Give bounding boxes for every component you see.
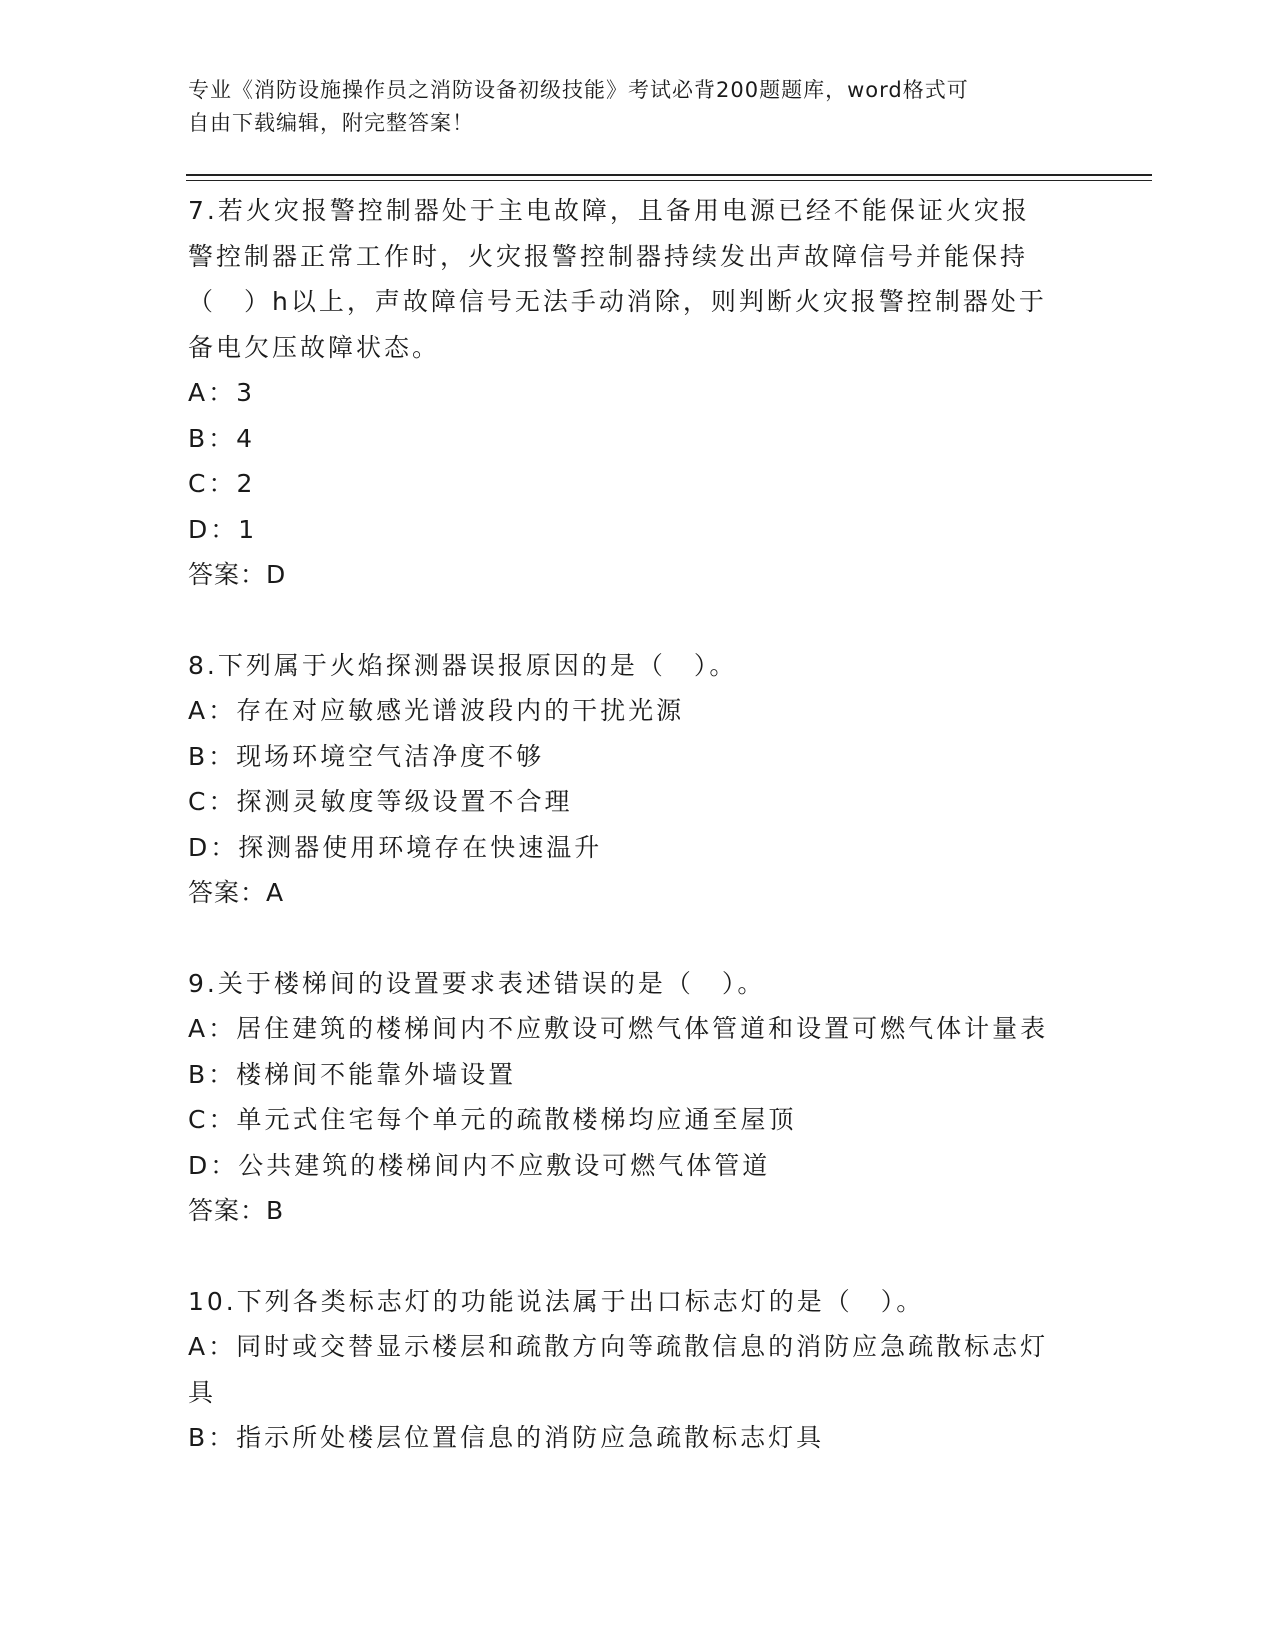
header-divider-thick — [186, 174, 1152, 176]
option-a: A：存在对应敏感光谱波段内的干扰光源 — [188, 696, 685, 725]
option-b: B：4 — [188, 423, 256, 453]
answer-line: 答案：D — [188, 560, 287, 589]
question-stem-line: 7.若火灾报警控制器处于主电故障，且备用电源已经不能保证火灾报 — [188, 196, 1030, 225]
header-line-2: 自由下载编辑，附完整答案！ — [188, 111, 474, 135]
question-8 — [188, 643, 1088, 916]
question-list — [188, 188, 1088, 1461]
option-a: A：居住建筑的楼梯间内不应敷设可燃气体管道和设置可燃气体计量表 — [188, 1014, 1049, 1043]
option-d: D：公共建筑的楼梯间内不应敷设可燃气体管道 — [188, 1150, 771, 1180]
header-divider-thin — [186, 180, 1152, 181]
answer-line: 答案：B — [188, 1196, 285, 1225]
question-10 — [188, 1279, 1088, 1461]
question-stem-line: 10.下列各类标志灯的功能说法属于出口标志灯的是（ ）。 — [188, 1286, 925, 1316]
answer-line: 答案：A — [188, 878, 285, 907]
document-header — [188, 74, 1068, 140]
option-d: D：1 — [188, 514, 258, 544]
option-c: C：探测灵敏度等级设置不合理 — [188, 787, 573, 816]
question-stem-line: 警控制器正常工作时，火灾报警控制器持续发出声故障信号并能保持 — [188, 241, 1029, 271]
option-a: A：同时或交替显示楼层和疏散方向等疏散信息的消防应急疏散标志灯 — [188, 1332, 1049, 1361]
question-stem-line: 9.关于楼梯间的设置要求表述错误的是（ ）。 — [188, 968, 766, 998]
option-b: B：楼梯间不能靠外墙设置 — [188, 1059, 517, 1089]
option-a-continued: 具 — [188, 1377, 217, 1407]
option-c: C：单元式住宅每个单元的疏散楼梯均应通至屋顶 — [188, 1105, 797, 1134]
option-c: C：2 — [188, 469, 256, 498]
question-stem-line: 8.下列属于火焰探测器误报原因的是（ ）。 — [188, 650, 738, 680]
option-a: A：3 — [188, 378, 256, 407]
question-7 — [188, 188, 1088, 598]
option-b: B：指示所处楼层位置信息的消防应急疏散标志灯具 — [188, 1423, 825, 1452]
question-stem-line: 备电欠压故障状态。 — [188, 332, 441, 362]
option-d: D：探测器使用环境存在快速温升 — [188, 832, 603, 862]
header-line-1: 专业《消防设施操作员之消防设备初级技能》考试必背200题题库，word格式可 — [188, 78, 969, 102]
question-9 — [188, 961, 1088, 1234]
question-stem-line: （ ）h以上，声故障信号无法手动消除，则判断火灾报警控制器处于 — [188, 287, 1047, 316]
option-b: B：现场环境空气洁净度不够 — [188, 741, 545, 771]
